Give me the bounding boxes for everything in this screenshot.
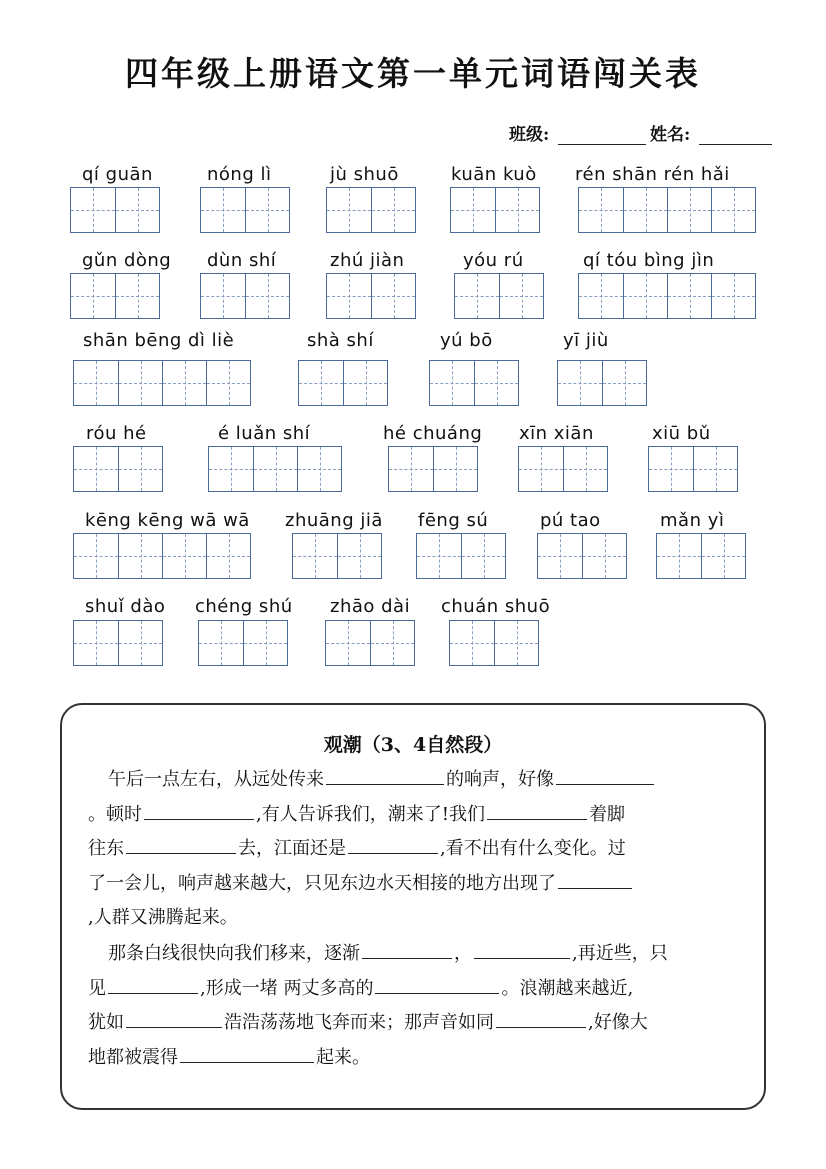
word-pinyin: é luǎn shí <box>218 423 311 444</box>
character-cell[interactable] <box>711 274 755 318</box>
character-cell[interactable] <box>693 447 737 491</box>
character-cell[interactable] <box>455 274 499 318</box>
character-cell[interactable] <box>495 188 539 232</box>
character-cell[interactable] <box>327 274 371 318</box>
character-cell[interactable] <box>451 188 495 232</box>
class-label: 班级: <box>509 125 550 145</box>
text: 犹如 <box>88 1012 124 1033</box>
character-cell[interactable] <box>118 621 162 665</box>
character-cell[interactable] <box>293 534 337 578</box>
word-pinyin: zhuāng jiā <box>285 510 383 531</box>
character-cell[interactable] <box>563 447 607 491</box>
character-cell[interactable] <box>711 188 755 232</box>
character-cell[interactable] <box>206 534 250 578</box>
writing-grid <box>518 446 608 492</box>
writing-grid <box>73 446 163 492</box>
fill-blank[interactable] <box>126 1007 222 1028</box>
writing-grid <box>292 533 382 579</box>
character-cell[interactable] <box>519 447 563 491</box>
word-pinyin: fēng sú <box>418 510 489 531</box>
writing-grid <box>73 620 163 666</box>
character-cell[interactable] <box>162 534 206 578</box>
character-cell[interactable] <box>71 188 115 232</box>
fill-blank[interactable] <box>558 868 632 889</box>
character-cell[interactable] <box>602 361 646 405</box>
character-cell[interactable] <box>118 447 162 491</box>
text: 午后一点左右，从远处传来 <box>108 769 324 790</box>
text: ， <box>454 943 472 964</box>
fill-blank[interactable] <box>348 833 438 854</box>
writing-grid <box>648 446 738 492</box>
word-pinyin: dùn shí <box>207 250 277 271</box>
character-cell[interactable] <box>297 447 341 491</box>
word-pinyin: shuǐ dào <box>85 596 166 617</box>
character-cell[interactable] <box>701 534 745 578</box>
fill-blank[interactable] <box>375 973 499 994</box>
writing-grid <box>200 273 290 319</box>
page-title: 四年级上册语文第一单元词语闯关表 <box>125 54 701 93</box>
character-cell[interactable] <box>538 534 582 578</box>
character-cell[interactable] <box>115 274 159 318</box>
character-cell[interactable] <box>201 274 245 318</box>
writing-grid <box>537 533 627 579</box>
character-cell[interactable] <box>327 188 371 232</box>
character-cell[interactable] <box>245 274 289 318</box>
text: 那条白线很快向我们移来，逐渐 <box>108 943 360 964</box>
character-cell[interactable] <box>74 621 118 665</box>
character-cell[interactable] <box>371 274 415 318</box>
text: 了一会儿，响声越来越大，只见东边水天相接的地方出现了 <box>88 872 556 894</box>
character-cell[interactable] <box>461 534 505 578</box>
word-pinyin: shān bēng dì liè <box>83 330 235 351</box>
character-cell[interactable] <box>494 621 538 665</box>
writing-grid <box>70 273 160 319</box>
word-pinyin: zhú jiàn <box>330 250 405 271</box>
text: ,好像大 <box>588 1012 648 1033</box>
word-pinyin: hé chuáng <box>383 423 483 444</box>
character-cell[interactable] <box>667 188 711 232</box>
character-cell[interactable] <box>337 534 381 578</box>
writing-grid <box>73 533 251 579</box>
word-pinyin: gǔn dòng <box>82 250 172 271</box>
fill-blank[interactable] <box>108 973 198 994</box>
writing-grid <box>198 620 288 666</box>
word-pinyin: chuán shuō <box>441 596 551 617</box>
writing-grid <box>429 360 519 406</box>
name-label: 姓名: <box>650 125 691 145</box>
word-pinyin: qí guān <box>82 164 153 185</box>
character-cell[interactable] <box>206 361 250 405</box>
writing-grid <box>70 187 160 233</box>
writing-grid <box>449 620 539 666</box>
writing-grid <box>298 360 388 406</box>
text: 起来。 <box>316 1046 370 1068</box>
word-pinyin: kuān kuò <box>451 164 537 185</box>
character-cell[interactable] <box>579 188 623 232</box>
character-cell[interactable] <box>371 188 415 232</box>
character-cell[interactable] <box>201 188 245 232</box>
character-cell[interactable] <box>433 447 477 491</box>
word-pinyin: qí tóu bìng jìn <box>583 250 715 271</box>
word-pinyin: nóng lì <box>207 164 272 185</box>
fill-blank[interactable] <box>180 1042 314 1063</box>
word-pinyin: xīn xiān <box>519 423 594 444</box>
text: 的响声，好像 <box>446 769 554 790</box>
word-pinyin: jù shuō <box>330 164 399 185</box>
writing-grid <box>454 273 544 319</box>
text: 着脚 <box>588 803 625 825</box>
fill-blank[interactable] <box>487 799 587 820</box>
passage-title: 观潮（3、4自然段） <box>323 734 503 756</box>
word-pinyin: mǎn yì <box>660 510 725 531</box>
writing-grid <box>388 446 478 492</box>
character-cell[interactable] <box>389 447 433 491</box>
fill-blank[interactable] <box>474 938 570 959</box>
writing-grid <box>326 273 416 319</box>
reading-passage-box <box>60 703 766 1110</box>
character-cell[interactable] <box>343 361 387 405</box>
text: 。顿时 <box>88 803 142 825</box>
word-pinyin: róu hé <box>86 423 147 444</box>
writing-grid <box>208 446 342 492</box>
word-pinyin: chéng shú <box>195 596 293 617</box>
text: ,形成一堵 两丈多高的 <box>200 977 374 999</box>
character-cell[interactable] <box>623 274 667 318</box>
character-cell[interactable] <box>199 621 243 665</box>
character-cell[interactable] <box>582 534 626 578</box>
character-cell[interactable] <box>71 274 115 318</box>
character-cell[interactable] <box>118 534 162 578</box>
text: 去，江面还是 <box>238 838 346 859</box>
character-cell[interactable] <box>74 447 118 491</box>
character-cell[interactable] <box>209 447 253 491</box>
writing-grid <box>656 533 746 579</box>
class-field[interactable] <box>558 144 646 145</box>
writing-grid <box>73 360 251 406</box>
character-cell[interactable] <box>623 188 667 232</box>
character-cell[interactable] <box>499 274 543 318</box>
character-cell[interactable] <box>245 188 289 232</box>
word-pinyin: yī jiù <box>563 330 609 351</box>
text: ,看不出有什么变化。过 <box>440 838 626 859</box>
text: 浩浩荡荡地飞奔而来；那声音如同 <box>224 1012 494 1033</box>
name-field[interactable] <box>699 144 772 145</box>
character-cell[interactable] <box>649 447 693 491</box>
character-cell[interactable] <box>667 274 711 318</box>
text: 。浪潮越来越近, <box>501 977 634 999</box>
fill-blank[interactable] <box>556 764 654 785</box>
character-cell[interactable] <box>74 361 118 405</box>
writing-grid <box>578 187 756 233</box>
word-pinyin: rén shān rén hǎi <box>575 164 730 185</box>
word-pinyin: xiū bǔ <box>652 423 711 444</box>
character-cell[interactable] <box>370 621 414 665</box>
writing-grid <box>200 187 290 233</box>
writing-grid <box>450 187 540 233</box>
text: 往东 <box>88 838 124 859</box>
word-pinyin: yóu rú <box>463 250 524 271</box>
character-cell[interactable] <box>299 361 343 405</box>
fill-blank[interactable] <box>144 799 254 820</box>
character-cell[interactable] <box>657 534 701 578</box>
writing-grid <box>557 360 647 406</box>
fill-blank[interactable] <box>126 833 236 854</box>
writing-grid <box>326 187 416 233</box>
word-pinyin: yú bō <box>440 330 493 351</box>
text: 见 <box>88 977 106 999</box>
character-cell[interactable] <box>450 621 494 665</box>
word-pinyin: kēng kēng wā wā <box>85 510 250 531</box>
paragraph-2 <box>88 937 748 1075</box>
text: 地都被震得 <box>88 1046 178 1068</box>
character-cell[interactable] <box>326 621 370 665</box>
text: ,人群又沸腾起来。 <box>88 907 238 928</box>
writing-grid <box>416 533 506 579</box>
word-pinyin: pú tao <box>540 510 601 531</box>
character-cell[interactable] <box>579 274 623 318</box>
fill-blank[interactable] <box>496 1007 586 1028</box>
character-cell[interactable] <box>118 361 162 405</box>
writing-grid <box>578 273 756 319</box>
character-cell[interactable] <box>474 361 518 405</box>
text: ,再近些，只 <box>572 943 668 964</box>
word-pinyin: shà shí <box>307 330 374 351</box>
character-cell[interactable] <box>417 534 461 578</box>
text: ,有人告诉我们，潮来了!我们 <box>256 803 485 825</box>
character-cell[interactable] <box>253 447 297 491</box>
character-cell[interactable] <box>243 621 287 665</box>
fill-blank[interactable] <box>362 938 452 959</box>
paragraph-1 <box>88 763 748 936</box>
word-pinyin: zhāo dài <box>330 596 411 617</box>
character-cell[interactable] <box>115 188 159 232</box>
writing-grid <box>325 620 415 666</box>
character-cell[interactable] <box>74 534 118 578</box>
fill-blank[interactable] <box>326 764 444 785</box>
character-cell[interactable] <box>162 361 206 405</box>
character-cell[interactable] <box>430 361 474 405</box>
character-cell[interactable] <box>558 361 602 405</box>
